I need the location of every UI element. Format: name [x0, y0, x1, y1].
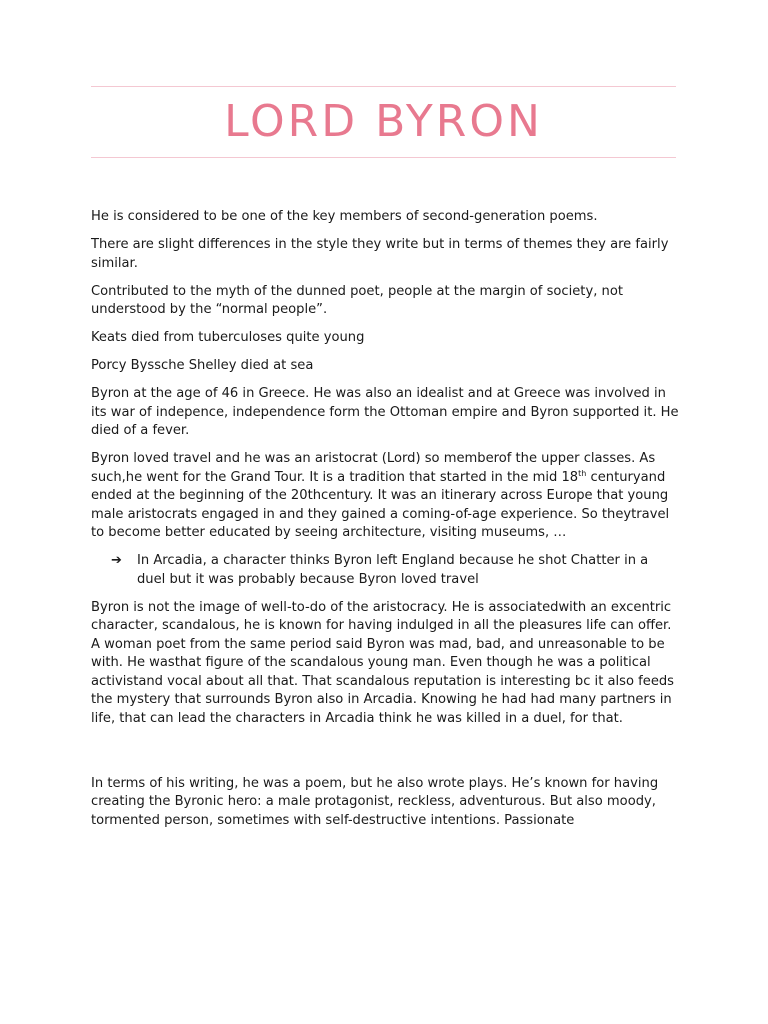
paragraph-keats: Keats died from tuberculoses quite young [91, 330, 365, 345]
superscript-th: th [578, 468, 587, 478]
paragraph-byronic-hero: In terms of his writing, he was a poem, but he also wrote plays. He’s known for having creating the Byronic hero: a male protagonist, reckless, adventurous. But also moody, tormented person, sometimes with self-destructive intentions. Passionate [91, 775, 659, 828]
paragraph-shelley: Porcy Byssche Shelley died at sea [91, 358, 314, 373]
title-bottom-rule [91, 157, 676, 158]
document-body [91, 208, 679, 840]
paragraph-second-generation: He is considered to be one of the key members of second-generation poems. [91, 209, 598, 224]
paragraph-spacer [91, 738, 679, 775]
paragraph-byron-greece: Byron at the age of 46 in Greece. He was also an idealist and at Greece was involved in its war of indepence, independence form the Ottoman empire and Byron supported it. He died of a fever. [91, 386, 679, 438]
bullet-item-arcadia [91, 552, 679, 589]
paragraph-style-differences: There are slight differences in the style they write but in terms of themes they are fairly similar. [91, 237, 669, 271]
paragraph-grand-tour [91, 450, 679, 543]
grand-tour-text-end: centuryand ended at the beginning of the 20thcentury. It was an itinerary across Europe that young male aristocrats engaged in and they gained a coming-of-age experience. So theytravel to become better educated by seeing architecture, visiting museums, … [91, 469, 670, 540]
paragraph-scandalous: Byron is not the image of well-to-do of the aristocracy. He is associatedwith an excentric character, scandalous, he is known for having indulged in all the pleasures life can offer. A woman poet from the same period said Byron was mad, bad, and unreasonable to be with. He wasthat figure of the scandalous young man. Even though he was a political activistand vocal about all that. That scandalous reputation is interesting bc it also feeds the mystery that surrounds Byron also in Arcadia. Knowing he had had many partners in life, that can lead the characters in Arcadia think he was killed in a duel, for that. [91, 599, 675, 726]
bullet-text: In Arcadia, a character thinks Byron left England because he shot Chatter in a duel but it was probably because Byron loved travel [137, 553, 649, 587]
paragraph-myth-of-poet: Contributed to the myth of the dunned poet, people at the margin of society, not understood by the “normal people”. [91, 283, 623, 317]
arrow-right-icon: ➔ [111, 553, 122, 568]
title-top-rule [91, 86, 676, 87]
document-title: LORD BYRON [224, 96, 543, 147]
grand-tour-text-start: Byron loved travel and he was an aristocrat (Lord) so memberof the upper classes. As such,he went for the Grand Tour. It is a tradition that started in the mid 18 [91, 451, 656, 485]
